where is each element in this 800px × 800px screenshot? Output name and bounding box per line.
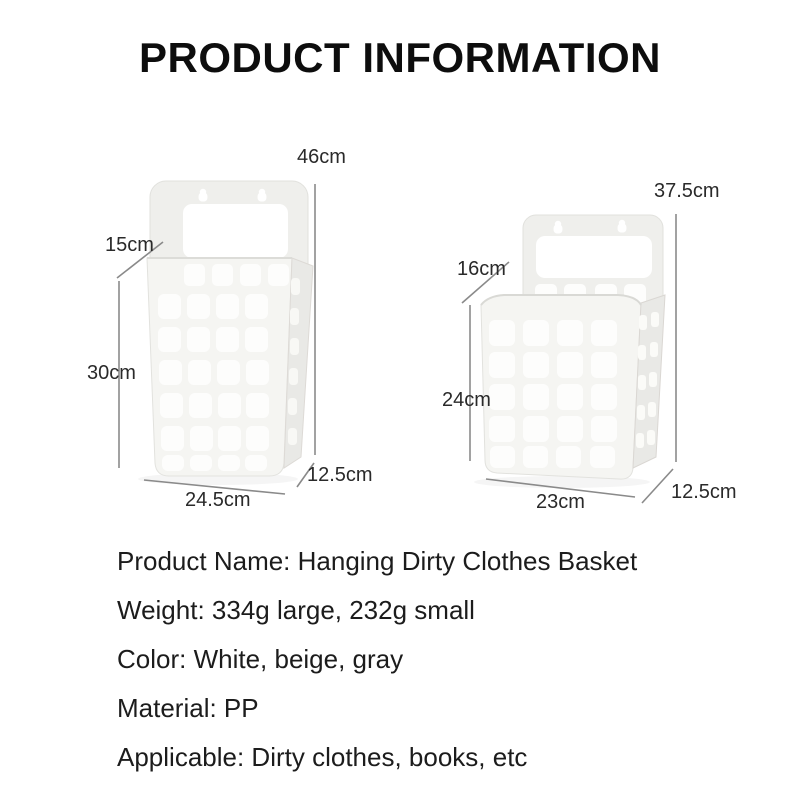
dimension-label-small-top-depth: 16cm: [457, 258, 506, 280]
dimension-label-large-body-height: 30cm: [87, 362, 136, 384]
dimension-label-small-bottom-depth: 12.5cm: [671, 481, 737, 503]
detail-material: Material: PP: [117, 693, 259, 723]
dimension-label-large-top-depth: 15cm: [105, 234, 154, 256]
large-basket-handle-opening: [183, 204, 288, 258]
dimension-label-small-bottom-width: 23cm: [536, 491, 585, 513]
dimension-label-large-bottom-depth: 12.5cm: [307, 464, 373, 486]
detail-weight: Weight: 334g large, 232g small: [117, 595, 475, 625]
dimension-label-large-bottom-width: 24.5cm: [185, 489, 251, 511]
dimension-line-small-bottom-depth: [642, 469, 673, 503]
detail-applicable: Applicable: Dirty clothes, books, etc: [117, 742, 528, 772]
detail-product-name: Product Name: Hanging Dirty Clothes Basket: [117, 546, 638, 576]
page-title: PRODUCT INFORMATION: [138, 34, 661, 81]
small-basket-illustration: [474, 215, 665, 488]
small-basket-handle-opening: [536, 236, 652, 278]
dimension-label-large-total-height: 46cm: [297, 146, 346, 168]
dimension-label-small-body-height: 24cm: [442, 389, 491, 411]
detail-color: Color: White, beige, gray: [117, 644, 404, 674]
large-basket-illustration: [138, 181, 313, 485]
dimension-label-small-total-height: 37.5cm: [654, 180, 720, 202]
